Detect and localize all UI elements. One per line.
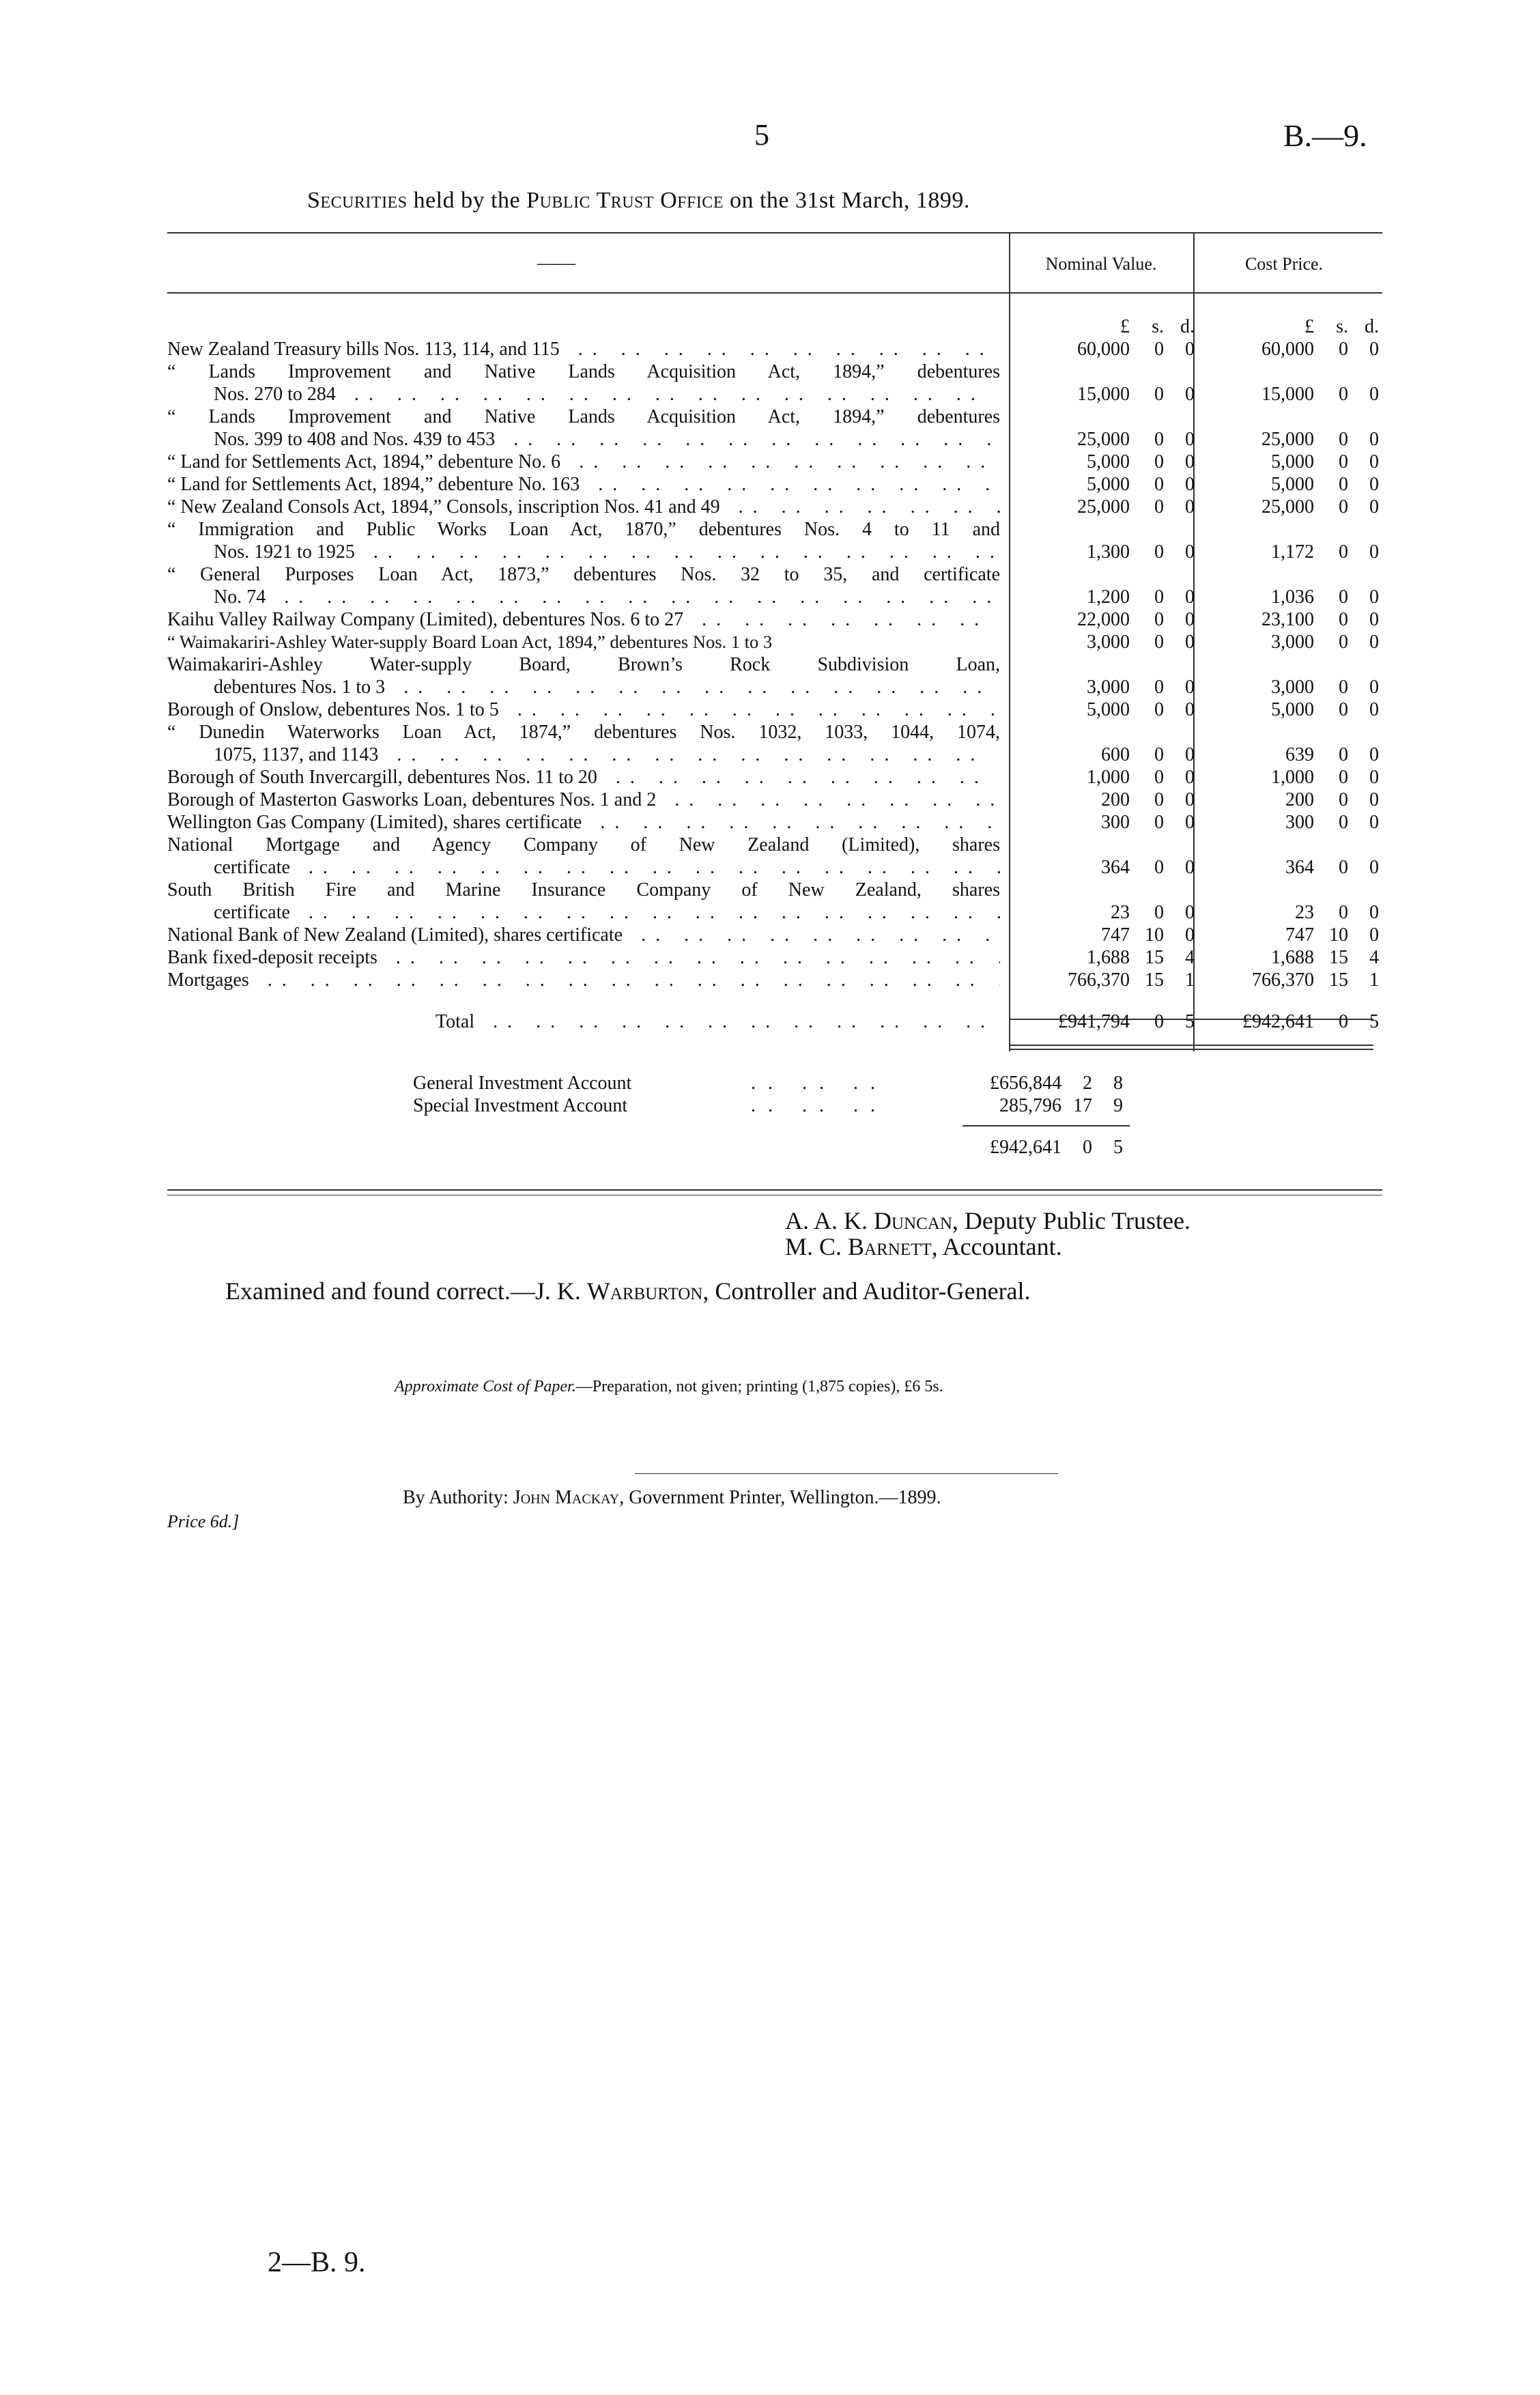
total-cost-pounds: £942,641 (1242, 1011, 1314, 1032)
nominal-pounds: 1,200 (1087, 586, 1130, 608)
nominal-shillings: 0 (1154, 384, 1164, 405)
cost-pounds: 364 (1285, 857, 1314, 878)
title-office: Public Trust Office (526, 188, 724, 213)
cost-shillings: 0 (1339, 451, 1348, 472)
nominal-shillings: 0 (1154, 789, 1164, 810)
cost-pounds: 639 (1285, 744, 1314, 765)
nominal-pence: 0 (1185, 474, 1195, 495)
row-description: “ Waimakariri-Ashley Water-supply Board Loan Act, 1894,” debentures Nos. 1 to 3 (167, 632, 773, 652)
cost-price-header: Cost Price. (1244, 254, 1324, 274)
cost-pence: 0 (1369, 586, 1379, 608)
general-investment-pounds: £656,844 (990, 1073, 1061, 1094)
cost-pounds: 1,688 (1271, 947, 1314, 968)
title-held-by: held by the (407, 188, 527, 213)
nominal-pence: 0 (1185, 857, 1195, 878)
cost-pounds: 747 (1285, 924, 1314, 946)
nominal-pounds: 25,000 (1077, 429, 1130, 450)
nominal-pounds: 766,370 (1068, 969, 1130, 991)
cost-pounds: 23 (1295, 902, 1314, 923)
examined-name: Warburton (586, 1277, 703, 1305)
row-description: debentures Nos. 1 to 3 .. .. (214, 676, 1000, 698)
table-row (167, 541, 1382, 563)
general-investment-pence: 8 (1113, 1073, 1123, 1094)
nominal-pence: 4 (1185, 947, 1195, 968)
row-description: certificate .. .. (214, 901, 1000, 924)
nominal-shillings: 0 (1154, 767, 1164, 788)
nominal-shillings: 0 (1154, 699, 1164, 720)
nominal-pounds: 1,000 (1087, 767, 1130, 788)
cost-shillings: 0 (1339, 677, 1348, 698)
nominal-pounds: 364 (1101, 857, 1130, 878)
nominal-pounds: 3,000 (1087, 632, 1130, 653)
cost-pence: 0 (1369, 429, 1379, 450)
table-row (167, 631, 1382, 653)
cost-pence: 0 (1369, 451, 1379, 472)
table-row (167, 653, 1382, 676)
table-row (167, 811, 1382, 834)
nominal-shillings: 15 (1145, 969, 1164, 991)
cost-pounds: 5,000 (1271, 451, 1314, 472)
cost-pence: 0 (1369, 384, 1379, 405)
cost-pounds: 60,000 (1261, 339, 1314, 360)
cost-pounds: 5,000 (1271, 699, 1314, 720)
cost-pounds: 1,036 (1271, 586, 1314, 608)
cost-text: —Preparation, not given; printing (1,875 copies), £6 5s. (575, 1378, 943, 1395)
table-row (167, 518, 1382, 541)
special-investment-shillings: 17 (1073, 1095, 1092, 1116)
row-description: “ Lands Improvement and Native Lands Acquisition Act, 1894,” debentures (167, 361, 1000, 382)
nominal-pence: 0 (1185, 789, 1195, 810)
sheet-signature-mark: 2—B. 9. (268, 2247, 366, 2278)
total-cost-shillings: 0 (1339, 1011, 1348, 1032)
row-description: No. 74 .. .. (214, 586, 1000, 608)
cost-pence: 1 (1369, 969, 1379, 991)
cost-pence: 0 (1369, 677, 1379, 698)
nominal-pence: 0 (1185, 767, 1195, 788)
cost-pounds: 15,000 (1261, 384, 1314, 405)
nominal-pence: 0 (1185, 902, 1195, 923)
row-description: Nos. 270 to 284 .. .. (214, 383, 1000, 406)
cost-shillings: 0 (1339, 541, 1348, 563)
sig1-role: , Deputy Public Trustee. (952, 1207, 1190, 1234)
total-row (167, 1010, 1382, 1033)
table-row (167, 676, 1382, 698)
table-row (167, 766, 1382, 789)
cost-shillings: 15 (1329, 947, 1348, 968)
cost-shillings: 15 (1329, 969, 1348, 991)
cost-pence: 0 (1369, 609, 1379, 630)
nominal-pence: 0 (1185, 451, 1195, 472)
cost-label: Approximate Cost of Paper. (395, 1378, 576, 1395)
row-description: Mortgages .. .. (167, 969, 1000, 991)
nominal-pence: 0 (1185, 744, 1195, 765)
cost-shillings: 0 (1339, 632, 1348, 653)
sig2-name: Barnett (848, 1233, 932, 1260)
row-description: “ Land for Settlements Act, 1894,” debenture No. 6 .. .. (167, 451, 1000, 473)
units-row (167, 315, 1382, 338)
nominal-shillings: 0 (1154, 744, 1164, 765)
table-row (167, 338, 1382, 360)
table-row (167, 360, 1382, 383)
examined-prefix: Examined and found correct.—J. K. (225, 1277, 587, 1305)
nominal-pounds: 1,688 (1087, 947, 1130, 968)
cost-pounds: 3,000 (1271, 632, 1314, 653)
examined-suffix: , Controller and Auditor-General. (702, 1277, 1031, 1305)
cost-pounds: 25,000 (1261, 496, 1314, 518)
total-nominal-pounds: £941,794 (1058, 1011, 1130, 1032)
table-row (167, 428, 1382, 451)
cost-pounds: 300 (1285, 812, 1314, 833)
sig1-name: Duncan (874, 1207, 952, 1234)
cost-shillings: 0 (1339, 789, 1348, 810)
cost-pence: 0 (1369, 744, 1379, 765)
nominal-pence: 0 (1185, 496, 1195, 518)
nominal-pence: 0 (1185, 699, 1195, 720)
cost-pence: 0 (1369, 789, 1379, 810)
cost-shillings: 0 (1339, 699, 1348, 720)
nominal-shillings: 0 (1154, 812, 1164, 833)
cost-pounds: 3,000 (1271, 677, 1314, 698)
nominal-pence: 0 (1185, 924, 1195, 946)
cost-shillings: 0 (1339, 812, 1348, 833)
table-row (167, 608, 1382, 631)
special-investment-pounds: 285,796 (999, 1095, 1061, 1116)
cost-pence: 0 (1369, 812, 1379, 833)
nominal-shilling-unit: s. (1152, 316, 1164, 337)
table-header-rule (167, 292, 1382, 294)
nominal-pounds: 200 (1101, 789, 1130, 810)
table-row (167, 879, 1382, 901)
cost-shillings: 0 (1339, 744, 1348, 765)
cost-shillings: 0 (1339, 767, 1348, 788)
nominal-pence: 0 (1185, 384, 1195, 405)
nominal-value-header: Nominal Value. (1045, 254, 1157, 274)
nominal-pence: 0 (1185, 429, 1195, 450)
nominal-pounds: 5,000 (1087, 699, 1130, 720)
nominal-pounds: 600 (1101, 744, 1130, 765)
table-row (167, 901, 1382, 924)
nominal-shillings: 0 (1154, 857, 1164, 878)
table-row (167, 496, 1382, 518)
signature-barnett (785, 1232, 1062, 1261)
row-description: Bank fixed-deposit receipts .. .. (167, 946, 1000, 969)
nominal-pounds: 1,300 (1087, 541, 1130, 563)
cost-pence: 0 (1369, 699, 1379, 720)
cost-pence: 0 (1369, 496, 1379, 518)
cost-pence: 0 (1369, 924, 1379, 946)
cost-shilling-unit: s. (1336, 316, 1348, 337)
cost-pounds: 23,100 (1261, 609, 1314, 630)
section-rule-1 (167, 1189, 1382, 1191)
row-description: National Mortgage and Agency Company of New Zealand (Limited), shares (167, 834, 1000, 855)
special-investment-pence: 9 (1113, 1095, 1123, 1116)
cost-pence-unit: d. (1365, 316, 1379, 337)
sig1-initials: A. A. K. (785, 1207, 874, 1234)
description-column-header: —— (537, 253, 575, 274)
table-row (167, 473, 1382, 496)
table-row (167, 946, 1382, 969)
table-row (167, 586, 1382, 608)
nominal-pounds: 5,000 (1087, 474, 1130, 495)
total-bottom-rule-2 (1009, 1049, 1373, 1050)
nominal-shillings: 0 (1154, 339, 1164, 360)
cost-pence: 0 (1369, 541, 1379, 563)
cost-shillings: 0 (1339, 857, 1348, 878)
nominal-shillings: 0 (1154, 496, 1164, 518)
cost-pounds: 25,000 (1261, 429, 1314, 450)
examined-statement (225, 1277, 1031, 1305)
row-description: Nos. 1921 to 1925 .. .. (214, 541, 1000, 563)
nominal-shillings: 0 (1154, 902, 1164, 923)
row-description: certificate .. .. (214, 856, 1000, 879)
signature-duncan (785, 1206, 1190, 1235)
cost-shillings: 0 (1339, 586, 1348, 608)
nominal-pounds: 747 (1101, 924, 1130, 946)
cost-pence: 0 (1369, 767, 1379, 788)
row-description: “ Land for Settlements Act, 1894,” debenture No. 163 .. .. (167, 473, 1000, 496)
cost-pound-unit: £ (1304, 316, 1314, 337)
table-row (167, 451, 1382, 473)
table-top-rule (167, 232, 1382, 233)
cost-pence: 0 (1369, 339, 1379, 360)
row-description: New Zealand Treasury bills Nos. 113, 114, and 115 .. .. (167, 338, 1000, 360)
price-note: Price 6d.] (167, 1512, 240, 1531)
row-description: Borough of South Invercargill, debentures Nos. 11 to 20 .. .. (167, 766, 1000, 789)
sig2-role: , Accountant. (931, 1233, 1062, 1260)
nominal-pence: 1 (1185, 969, 1195, 991)
nominal-pounds: 23 (1111, 902, 1130, 923)
table-row (167, 924, 1382, 946)
nominal-shillings: 0 (1154, 474, 1164, 495)
special-investment-label: Special Investment Account (413, 1095, 628, 1116)
nominal-pence: 0 (1185, 586, 1195, 608)
accounts-sum-pence: 5 (1113, 1137, 1123, 1158)
printing-authority (403, 1487, 941, 1509)
nominal-shillings: 0 (1154, 429, 1164, 450)
cost-shillings: 0 (1339, 609, 1348, 630)
authority-prefix: By Authority: (403, 1487, 513, 1508)
table-row (167, 969, 1382, 991)
nominal-pound-unit: £ (1120, 316, 1130, 337)
nominal-pence-unit: d. (1180, 316, 1195, 337)
cost-pounds: 200 (1285, 789, 1314, 810)
cost-of-paper-note (395, 1378, 943, 1396)
title-date: on the 31st March, 1899. (723, 188, 970, 213)
table-row (167, 743, 1382, 766)
nominal-shillings: 0 (1154, 677, 1164, 698)
table-row (167, 789, 1382, 811)
nominal-pounds: 15,000 (1077, 384, 1130, 405)
total-nominal-shillings: 0 (1154, 1011, 1164, 1032)
nominal-pence: 0 (1185, 609, 1195, 630)
nominal-shillings: 0 (1154, 609, 1164, 630)
authority-name: John Mackay (513, 1487, 620, 1508)
cost-pence: 0 (1369, 474, 1379, 495)
accounts-sum-pounds: £942,641 (990, 1137, 1061, 1158)
total-cost-pence: 5 (1369, 1011, 1379, 1032)
cost-shillings: 0 (1339, 429, 1348, 450)
nominal-shillings: 0 (1154, 541, 1164, 563)
nominal-pence: 0 (1185, 339, 1195, 360)
cost-shillings: 0 (1339, 339, 1348, 360)
cost-pence: 4 (1369, 947, 1379, 968)
nominal-pounds: 3,000 (1087, 677, 1130, 698)
row-description: Nos. 399 to 408 and Nos. 439 to 453 .. .. (214, 428, 1000, 451)
row-description: Borough of Onslow, debentures Nos. 1 to 5 .. .. (167, 698, 1000, 721)
row-description: “ General Purposes Loan Act, 1873,” debentures Nos. 32 to 35, and certificate (167, 564, 1000, 585)
total-label: Total .. .. (436, 1010, 1000, 1033)
total-nominal-pence: 5 (1185, 1011, 1195, 1032)
nominal-pence: 0 (1185, 541, 1195, 563)
row-description: Kaihu Valley Railway Company (Limited), debentures Nos. 6 to 27 .. .. (167, 608, 1000, 631)
row-description: South British Fire and Marine Insurance Company of New Zealand, shares (167, 879, 1000, 901)
row-description: Wellington Gas Company (Limited), shares certificate .. .. (167, 811, 1000, 834)
cost-shillings: 10 (1329, 924, 1348, 946)
row-description: 1075, 1137, and 1143 .. .. (214, 743, 1000, 766)
page-number: 5 (754, 118, 769, 152)
table-row (167, 563, 1382, 586)
nominal-pence: 0 (1185, 677, 1195, 698)
row-description: Borough of Masterton Gasworks Loan, debentures Nos. 1 and 2 .. .. (167, 789, 1000, 811)
cost-shillings: 0 (1339, 474, 1348, 495)
row-description: “ New Zealand Consols Act, 1894,” Consols, inscription Nos. 41 and 49 .. .. (167, 496, 1000, 518)
table-row (167, 721, 1382, 743)
table-row (167, 856, 1382, 879)
accounts-sum-shillings: 0 (1083, 1137, 1092, 1158)
row-description: “ Lands Improvement and Native Lands Acquisition Act, 1894,” debentures (167, 406, 1000, 427)
cost-pence: 0 (1369, 632, 1379, 653)
cost-shillings: 0 (1339, 384, 1348, 405)
general-investment-label: General Investment Account (413, 1073, 632, 1094)
cost-pence: 0 (1369, 902, 1379, 923)
cost-pounds: 1,172 (1271, 541, 1314, 563)
cost-pounds: 5,000 (1271, 474, 1314, 495)
nominal-pounds: 22,000 (1077, 609, 1130, 630)
nominal-shillings: 10 (1145, 924, 1164, 946)
row-description: “ Immigration and Public Works Loan Act, 1870,” debentures Nos. 4 to 11 and (167, 519, 1000, 540)
sig2-initials: M. C. (785, 1233, 849, 1260)
row-description: National Bank of New Zealand (Limited), shares certificate .. .. (167, 924, 1000, 946)
table-row (167, 383, 1382, 406)
table-row (167, 834, 1382, 856)
accounts-sum-rule (962, 1125, 1130, 1126)
nominal-pounds: 60,000 (1077, 339, 1130, 360)
nominal-shillings: 0 (1154, 451, 1164, 472)
total-bottom-rule-1 (1009, 1045, 1373, 1046)
cost-pounds: 1,000 (1271, 767, 1314, 788)
cost-pence: 0 (1369, 857, 1379, 878)
row-description: “ Dunedin Waterworks Loan Act, 1874,” debentures Nos. 1032, 1033, 1044, 1074, (167, 722, 1000, 743)
nominal-pence: 0 (1185, 632, 1195, 653)
title-securities: Securities (307, 188, 408, 213)
general-investment-leader: .. .. .. (751, 1073, 887, 1094)
nominal-pence: 0 (1185, 812, 1195, 833)
nominal-shillings: 15 (1145, 947, 1164, 968)
nominal-pounds: 5,000 (1087, 451, 1130, 472)
table-row (167, 406, 1382, 428)
nominal-pounds: 25,000 (1077, 496, 1130, 518)
table-row (167, 698, 1382, 721)
authority-suffix: , Government Printer, Wellington.—1899. (619, 1487, 941, 1508)
table-title (307, 188, 970, 214)
special-investment-leader: .. .. .. (751, 1095, 887, 1116)
nominal-pounds: 300 (1101, 812, 1130, 833)
nominal-shillings: 0 (1154, 586, 1164, 608)
nominal-shillings: 0 (1154, 632, 1164, 653)
row-description: Waimakariri-Ashley Water-supply Board, Brown’s Rock Subdivision Loan, (167, 654, 1000, 675)
cost-shillings: 0 (1339, 496, 1348, 518)
authority-rule (635, 1473, 1058, 1474)
general-investment-shillings: 2 (1083, 1073, 1092, 1094)
page-code: B.—9. (1283, 118, 1367, 153)
cost-shillings: 0 (1339, 902, 1348, 923)
cost-pounds: 766,370 (1252, 969, 1314, 991)
